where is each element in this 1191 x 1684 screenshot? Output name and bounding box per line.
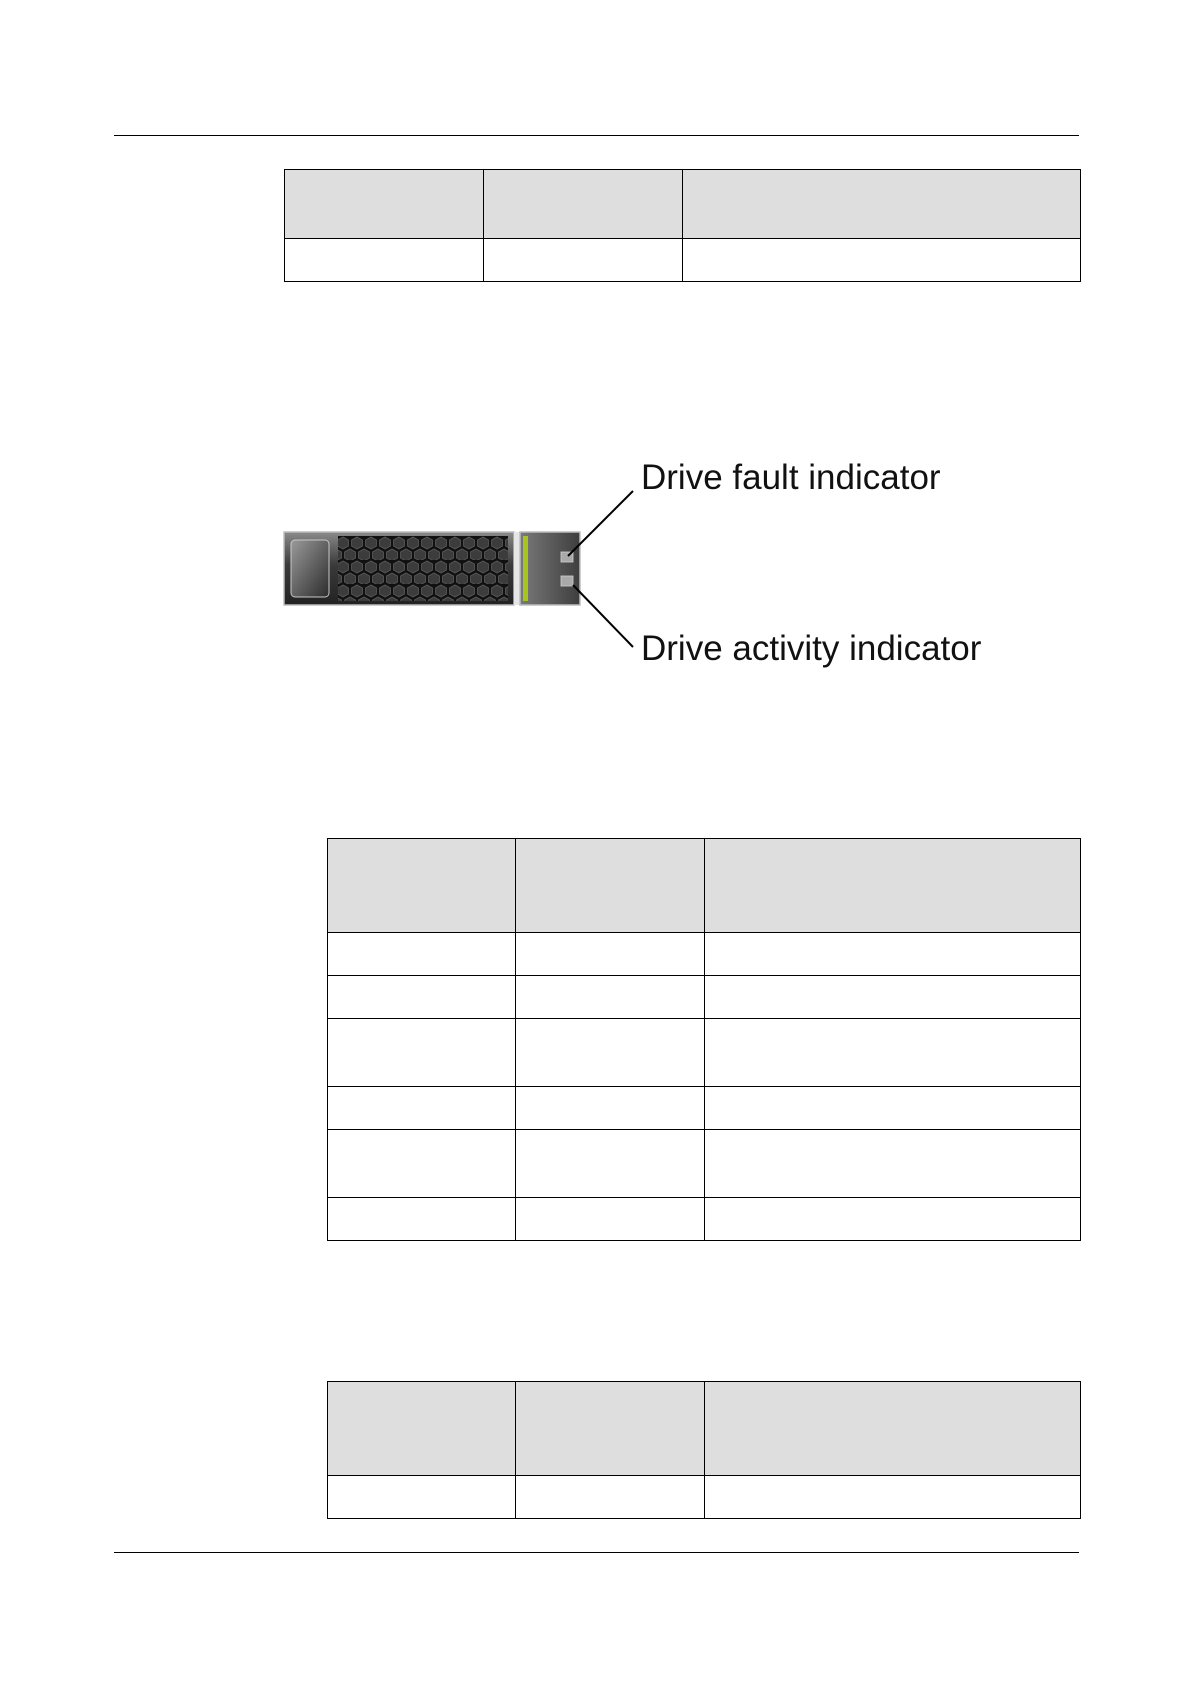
table-cell [705, 933, 1081, 976]
table-row [328, 1130, 1081, 1198]
table-cell [328, 1198, 516, 1241]
table-cell [484, 239, 683, 282]
table-cell [705, 1130, 1081, 1198]
bezel-separator [514, 532, 520, 605]
table-cell [516, 976, 705, 1019]
header-cell [683, 170, 1081, 239]
header-rule [114, 135, 1079, 136]
header-cell [516, 839, 705, 933]
table-top [284, 169, 1081, 282]
table-cell [516, 1087, 705, 1130]
table-middle [327, 838, 1081, 1241]
table-cell [516, 1130, 705, 1198]
fault-leader-line [568, 491, 633, 556]
table-cell [328, 976, 516, 1019]
drive-vent [338, 536, 508, 601]
table-cell [328, 933, 516, 976]
table-row [328, 1019, 1081, 1087]
table-cell [683, 239, 1081, 282]
table-bottom [327, 1381, 1081, 1519]
header-cell [516, 1382, 705, 1476]
fault-indicator-label: Drive fault indicator [641, 458, 941, 497]
status-strip [523, 536, 528, 601]
table-row [328, 976, 1081, 1019]
table-cell [516, 1019, 705, 1087]
table-header-row [328, 839, 1081, 933]
drive-illustration [0, 440, 1191, 680]
table-cell [516, 933, 705, 976]
header-cell [328, 1382, 516, 1476]
drive-indicator-figure [0, 440, 1191, 680]
table-cell [328, 1087, 516, 1130]
table-cell [705, 1019, 1081, 1087]
footer-rule [114, 1552, 1079, 1553]
header-cell [285, 170, 484, 239]
table-cell [285, 239, 484, 282]
table-cell [328, 1019, 516, 1087]
table-row [328, 1476, 1081, 1519]
activity-indicator-label: Drive activity indicator [641, 629, 982, 668]
table-cell [328, 1130, 516, 1198]
table-cell [705, 1087, 1081, 1130]
table-header-row [328, 1382, 1081, 1476]
header-cell [705, 1382, 1081, 1476]
table-cell [516, 1198, 705, 1241]
table-row [285, 239, 1081, 282]
activity-led [561, 576, 573, 586]
table-row [328, 1198, 1081, 1241]
table-cell [705, 976, 1081, 1019]
table-header-row [285, 170, 1081, 239]
table-cell [516, 1476, 705, 1519]
table-cell [328, 1476, 516, 1519]
table-cell [705, 1198, 1081, 1241]
table-cell [705, 1476, 1081, 1519]
drive-latch [291, 540, 329, 597]
header-cell [328, 839, 516, 933]
activity-leader-line [573, 585, 633, 647]
table-row [328, 1087, 1081, 1130]
header-cell [705, 839, 1081, 933]
table-row [328, 933, 1081, 976]
header-cell [484, 170, 683, 239]
drive-handle [520, 532, 580, 605]
